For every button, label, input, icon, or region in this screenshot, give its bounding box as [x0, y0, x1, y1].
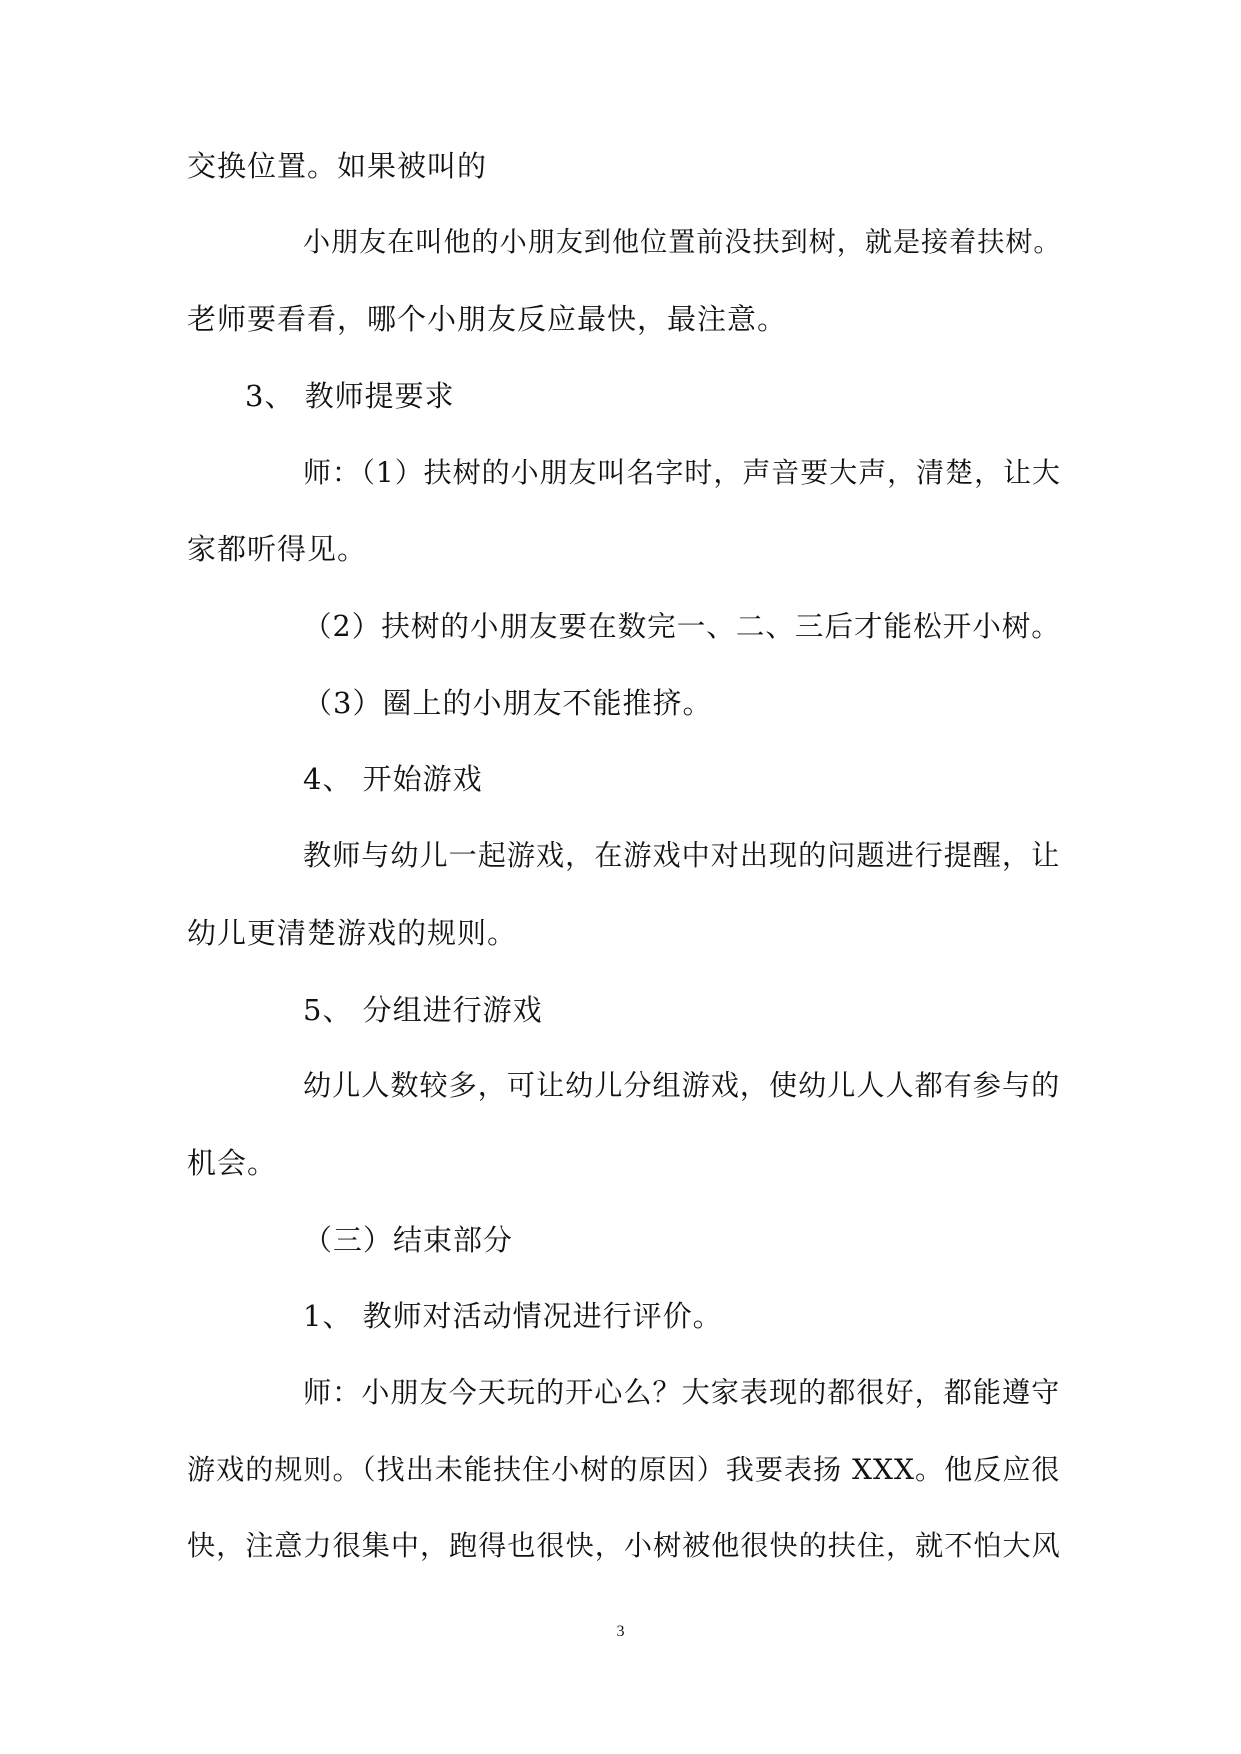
- text-line: 老师要看看，哪个小朋友反应最快，最注意。: [187, 302, 788, 336]
- text-line: 交换位置。如果被叫的: [187, 149, 488, 183]
- text-line: 快，注意力很集中，跑得也很快，小树被他很快的扶住，就不怕大风: [187, 1529, 1061, 1562]
- section-heading: 1、 教师对活动情况进行评价。: [303, 1299, 723, 1333]
- text-line: （3）圈上的小朋友不能推挤。: [303, 686, 713, 720]
- text-line: 家都听得见。: [187, 532, 368, 566]
- text-line: 师：小朋友今天玩的开心么？大家表现的都很好，都能遵守: [303, 1376, 1061, 1409]
- text-line: 教师与幼儿一起游戏，在游戏中对出现的问题进行提醒，让: [303, 839, 1061, 872]
- section-heading: 4、 开始游戏: [303, 762, 483, 796]
- text-line: 幼儿人数较多，可让幼儿分组游戏，使幼儿人人都有参与的: [303, 1069, 1061, 1102]
- text-line: （2）扶树的小朋友要在数完一、二、三后才能松开小树。: [303, 609, 1061, 643]
- section-heading: 3、 教师提要求: [245, 379, 455, 413]
- section-heading: 5、 分组进行游戏: [303, 993, 543, 1027]
- text-line: 游戏的规则。（找出未能扶住小树的原因）我要表扬 XXX。他反应很: [187, 1453, 1061, 1486]
- text-line: 机会。: [187, 1146, 278, 1180]
- section-heading: （三）结束部分: [303, 1223, 514, 1257]
- text-line: 师：（1）扶树的小朋友叫名字时，声音要大声，清楚，让大: [303, 456, 1061, 489]
- text-line: 小朋友在叫他的小朋友到他位置前没扶到树，就是接着扶树。: [303, 227, 1062, 258]
- text-line: 幼儿更清楚游戏的规则。: [187, 916, 518, 950]
- page-number: 3: [616, 1623, 625, 1640]
